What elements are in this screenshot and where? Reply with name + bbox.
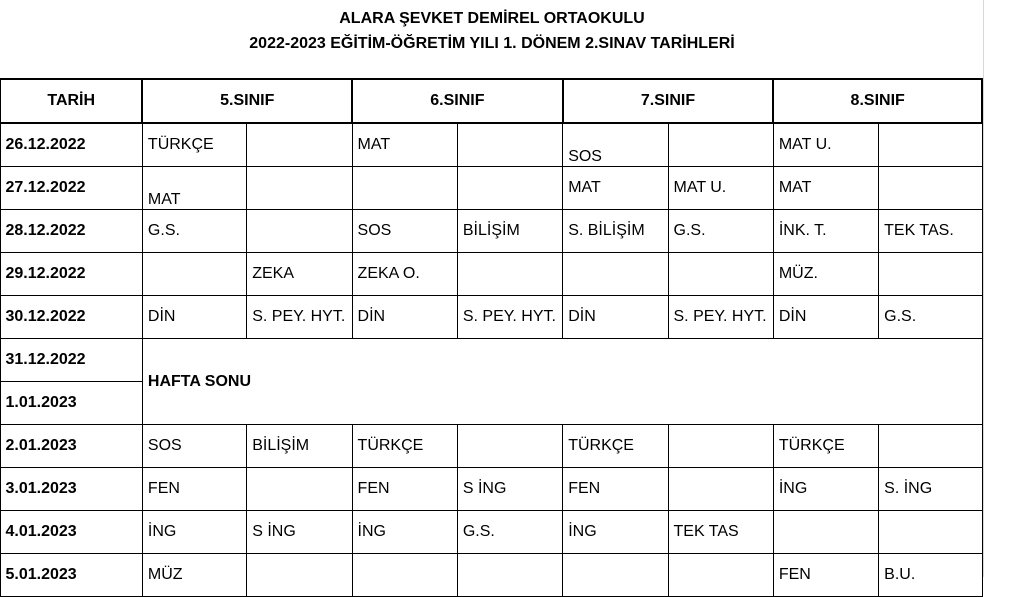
exam-cell <box>668 123 773 167</box>
exam-cell <box>457 253 562 296</box>
exam-cell: MÜZ <box>142 554 246 597</box>
date-cell: 26.12.2022 <box>0 123 142 167</box>
exam-cell: G.S. <box>142 210 246 253</box>
date-cell: 4.01.2023 <box>0 511 142 554</box>
exam-cell: ZEKA <box>247 253 352 296</box>
date-cell: 28.12.2022 <box>0 210 142 253</box>
date-cell: 5.01.2023 <box>0 554 142 597</box>
header-row <box>0 79 982 123</box>
exam-cell: FEN <box>773 554 878 597</box>
exam-schedule-table <box>0 78 983 597</box>
exam-cell <box>563 253 668 296</box>
exam-cell: MAT <box>563 167 668 210</box>
exam-cell <box>247 468 352 511</box>
exam-cell: DİN <box>142 296 246 339</box>
table-row <box>0 296 982 339</box>
table-row <box>0 167 982 210</box>
exam-cell: BİLİŞİM <box>457 210 562 253</box>
date-cell: 31.12.2022 <box>0 339 142 382</box>
exam-cell: FEN <box>142 468 246 511</box>
table-row <box>0 554 982 597</box>
exam-cell: DİN <box>563 296 668 339</box>
exam-cell: ZEKA O. <box>352 253 457 296</box>
date-cell: 30.12.2022 <box>0 296 142 339</box>
exam-cell <box>879 425 982 468</box>
grade-7-header: 7.SINIF <box>563 79 774 123</box>
exam-cell <box>668 253 773 296</box>
exam-cell: TÜRKÇE <box>563 425 668 468</box>
exam-cell <box>668 425 773 468</box>
exam-cell: SOS <box>352 210 457 253</box>
exam-cell: MAT <box>773 167 878 210</box>
grade-8-header: 8.SINIF <box>773 79 982 123</box>
exam-cell: TÜRKÇE <box>773 425 878 468</box>
exam-cell <box>879 511 982 554</box>
exam-cell: TEK TAS <box>668 511 773 554</box>
exam-cell <box>247 554 352 597</box>
exam-cell: B.U. <box>879 554 982 597</box>
exam-cell: G.S. <box>457 511 562 554</box>
exam-cell <box>142 253 246 296</box>
exam-cell: S. PEY. HYT. <box>247 296 352 339</box>
exam-cell <box>563 554 668 597</box>
school-title: ALARA ŞEVKET DEMİREL ORTAOKULU <box>339 10 645 27</box>
exam-cell <box>457 554 562 597</box>
exam-cell <box>352 554 457 597</box>
date-cell: 27.12.2022 <box>0 167 142 210</box>
weekend-cell: HAFTA SONU <box>142 339 982 425</box>
exam-cell: BİLİŞİM <box>247 425 352 468</box>
grade-6-header: 6.SINIF <box>352 79 563 123</box>
exam-cell <box>352 167 457 210</box>
date-cell: 29.12.2022 <box>0 253 142 296</box>
exam-cell: S. İNG <box>879 468 982 511</box>
exam-cell <box>668 554 773 597</box>
exam-cell: TÜRKÇE <box>142 123 246 167</box>
exam-cell <box>879 123 982 167</box>
exam-cell: DİN <box>773 296 878 339</box>
date-cell: 1.01.2023 <box>0 382 142 425</box>
table-row <box>0 425 982 468</box>
exam-cell: İNG <box>142 511 246 554</box>
exam-cell: SOS <box>563 123 668 167</box>
exam-cell: TEK TAS. <box>879 210 982 253</box>
exam-cell: İNK. T. <box>773 210 878 253</box>
table-row <box>0 123 982 167</box>
table-row <box>0 339 982 382</box>
sheet-gridline <box>983 0 984 577</box>
exam-cell: MAT <box>352 123 457 167</box>
exam-cell <box>457 425 562 468</box>
exam-cell <box>247 123 352 167</box>
exam-cell <box>879 167 982 210</box>
exam-cell <box>668 468 773 511</box>
exam-cell: S. BİLİŞİM <box>563 210 668 253</box>
exam-cell: S. PEY. HYT. <box>668 296 773 339</box>
exam-cell <box>879 253 982 296</box>
exam-cell: MAT U. <box>668 167 773 210</box>
exam-cell: S İNG <box>247 511 352 554</box>
exam-cell: İNG <box>563 511 668 554</box>
table-row <box>0 468 982 511</box>
table-row <box>0 511 982 554</box>
exam-cell <box>773 511 878 554</box>
exam-cell: MÜZ. <box>773 253 878 296</box>
exam-cell <box>457 167 562 210</box>
exam-cell: S. PEY. HYT. <box>457 296 562 339</box>
exam-cell <box>247 167 352 210</box>
exam-cell: DİN <box>352 296 457 339</box>
document-header <box>0 6 984 56</box>
date-cell: 2.01.2023 <box>0 425 142 468</box>
exam-cell: TÜRKÇE <box>352 425 457 468</box>
exam-cell: G.S. <box>668 210 773 253</box>
exam-schedule-title: 2022-2023 EĞİTİM-ÖĞRETİM YILI 1. DÖNEM 2.SINAV TARİHLERİ <box>249 35 735 52</box>
exam-cell: S İNG <box>457 468 562 511</box>
grade-5-header: 5.SINIF <box>142 79 352 123</box>
date-cell: 3.01.2023 <box>0 468 142 511</box>
table-row <box>0 210 982 253</box>
date-column-header: TARİH <box>0 79 142 123</box>
exam-cell: İNG <box>773 468 878 511</box>
exam-cell: SOS <box>142 425 246 468</box>
exam-cell: İNG <box>352 511 457 554</box>
exam-cell: MAT <box>142 167 246 210</box>
exam-cell: MAT U. <box>773 123 878 167</box>
exam-cell: G.S. <box>879 296 982 339</box>
table-row <box>0 253 982 296</box>
exam-cell: FEN <box>352 468 457 511</box>
exam-cell <box>457 123 562 167</box>
exam-cell: FEN <box>563 468 668 511</box>
exam-cell <box>247 210 352 253</box>
